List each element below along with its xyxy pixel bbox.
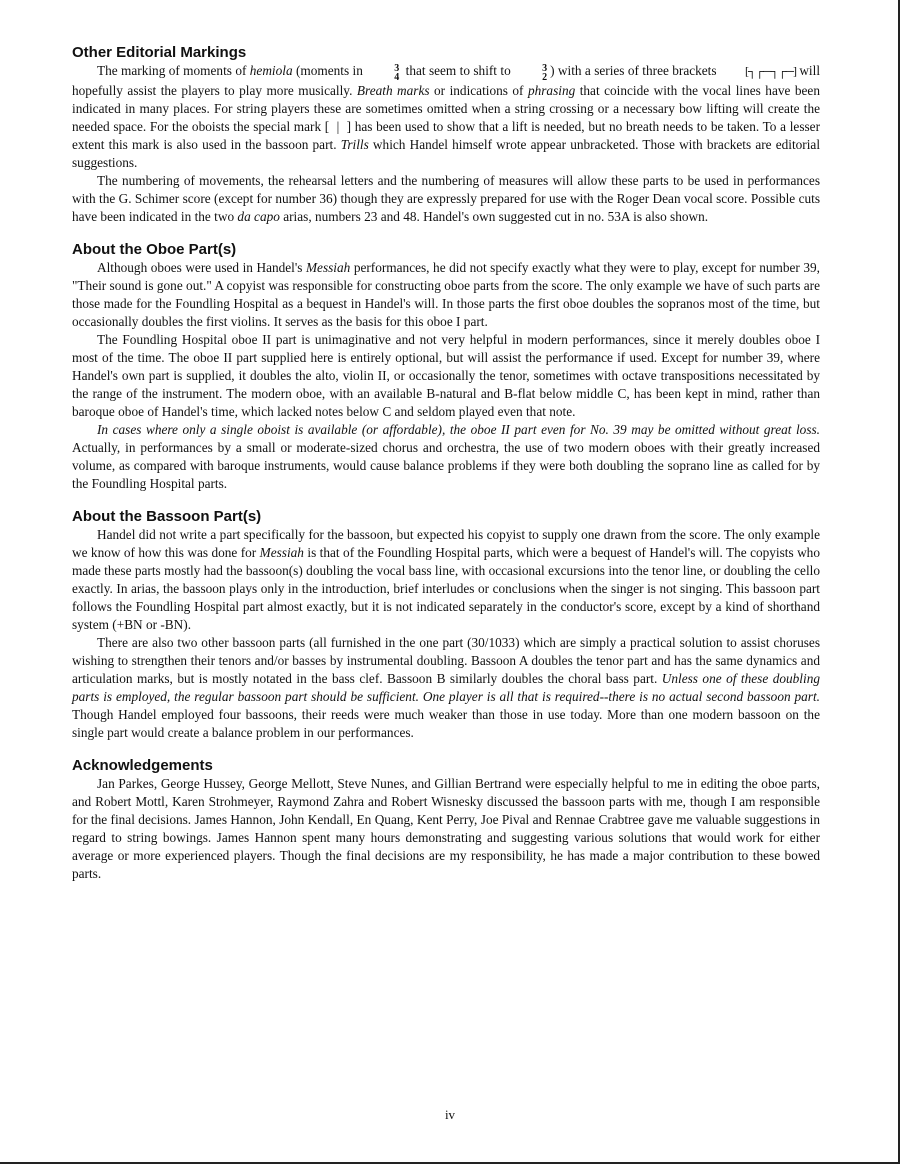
text-run: or indications of — [429, 83, 528, 98]
text-run: Handel did not write a part specifically for the bassoon, but expected his copyist to supply one drawn from the score. The only example we know of how this was done for — [72, 527, 820, 560]
paragraph — [72, 62, 820, 172]
section-heading: About the Oboe Part(s) — [72, 241, 237, 258]
time-signature-denominator: 4 — [394, 72, 400, 83]
section-oboe-parts — [72, 241, 820, 493]
text-run: which Handel himself wrote appear unbracketed. Those with brackets are editorial suggestions. — [72, 137, 821, 170]
text-run: (moments in — [292, 63, 367, 78]
text-run: There are also two other bassoon parts (all furnished in the one part (30/1033) which are simply a practical solution to assist choruses wishing to strengthen their tenors and/or basses by instrumental doubling. Bassoon A doubles the tenor part and has the same dynamics and articulation marks, but is mostly notated in the bass clef. Bassoon B similarly doubles the choral bass part. — [72, 635, 820, 686]
section-acknowledgements — [72, 757, 820, 883]
italic-run: hemiola — [249, 63, 293, 78]
text-run: Jan Parkes, George Hussey, George Mellott, Steve Nunes, and Gillian Bertrand were especially helpful to me in editing the oboe parts, and Robert Mottl, Karen Strohmeyer, Raymond Zahra and Robert Wisnesky discussed the bassoon parts with me, though I am responsible for the final decisions. James Hannon, John Kendall, En Quang, Kent Perry, Joe Pival and Rennae Crabtree gave me valuable suggestions in regard to string bowings. James Hannon spent many hours demonstrating and suggesting various solutions that would work for either average or more experienced players. Though the final decisions are my responsibility, he has made a major contribution to these bowed parts. — [72, 776, 820, 881]
italic-run: Messiah — [259, 545, 304, 560]
document-page — [72, 44, 820, 898]
time-signature-numerator: 3 — [542, 63, 548, 74]
text-run: will hopefully assist the players to play more musically. — [72, 63, 821, 98]
text-run: that coincide with the vocal lines have been indicated in many places. For string players these are sometimes omitted when a string crossing or a necessary bow lifting will create the needed space. For the oboists the special mark [ | ] has been used to show that a lift is needed, but no breath needs to be taken. To a lesser extent this mark is also used in the bassoon part. — [72, 83, 820, 152]
text-run: that seem to shift to — [402, 63, 515, 78]
time-signature-denominator: 2 — [542, 72, 548, 83]
italic-run: Unless one of these doubling parts is employed, the regular bassoon part should be sufficient. One player is all that is required--there is no actual second bassoon part. — [72, 671, 820, 704]
italic-run: Trills — [340, 137, 369, 152]
italic-run: In cases where only a single oboist is available (or affordable), the oboe II part even for No. 39 may be omitted without great loss. — [97, 422, 820, 437]
italic-run: da capo — [237, 209, 280, 224]
text-run: is that of the Foundling Hospital parts, which were a bequest of Handel's will. The copyists who made these parts mostly had the bassoon(s) doubling the vocal bass line, with occasional excursions into the tenor line, or doubling the cello exactly. In arias, the bassoon plays only in the introduction, brief interludes or conclusions when the singer is not singing. This bassoon part follows the Foundling Hospital part almost exactly, but it is not indicated separately in the conductor's score, except by a kind of shorthand system (+BN or -BN). — [72, 545, 820, 632]
hemiola-brackets-symbol: [┐┌─┐┌─] — [744, 64, 796, 78]
paragraph — [72, 331, 820, 421]
paragraph — [72, 172, 820, 226]
section-bassoon-parts — [72, 508, 820, 742]
text-run: The Foundling Hospital oboe II part is unimaginative and not very helpful in modern performances, since it merely doubles oboe I most of the time. The oboe II part supplied here is entirely optional, but will assist the performance if used. Except for number 39, where Handel's own part is supplied, it doubles the alto, violin II, or occasionally the tenor, sometimes with octave transpositions necessitated by the range of the instrument. The modern oboe, with an available B-natural and B-flat below middle C, has been kept in mind, rather than baroque oboe of Handel's time, which lacked notes below C and seldom played even that note. — [72, 332, 820, 419]
italic-run: Breath marks — [356, 83, 430, 98]
text-run: Actually, in performances by a small or moderate-sized chorus and orchestra, the use of two modern oboes with their greatly increased volume, as compared with baroque instruments, would cause balance problems if they were both doubling the soprano line as called for by the Foundling Hospital parts. — [72, 440, 820, 491]
section-editorial-markings — [72, 44, 820, 226]
paragraph — [72, 421, 820, 493]
time-signature-3-2 — [517, 64, 547, 82]
text-run: The numbering of movements, the rehearsal letters and the numbering of measures will allow these parts to be used in performances with the G. Schimer score (except for number 36) though they are expressly prepared for use with the Roger Dean vocal score. Possible cuts have been indicated in the two — [72, 173, 820, 224]
italic-run: Messiah — [305, 260, 351, 275]
section-heading: About the Bassoon Part(s) — [72, 508, 262, 525]
text-run: Though Handel employed four bassoons, their reeds were much weaker than those in use today. More than one modern bassoon on the single part would create a balance problem in our performances. — [72, 707, 820, 740]
text-run: ) with a series of three brackets — [550, 63, 720, 78]
italic-run: phrasing — [527, 83, 576, 98]
paragraph — [72, 526, 820, 634]
paragraph — [72, 775, 820, 883]
text-run: performances, he did not specify exactly what they were to play, except for number 39, "Their sound is gone out." A copyist was responsible for constructing oboe parts from the score. The only example we have of such parts are those made for the Foundling Hospital as a bequest in Handel's will. In those parts the first oboe doubles the sopranos most of the time, but occasionally doubles the first violins. It serves as the basis for this oboe I part. — [72, 260, 820, 329]
time-signature-numerator: 3 — [394, 63, 400, 74]
section-heading: Other Editorial Markings — [72, 44, 247, 61]
page-number: iv — [444, 1107, 456, 1122]
paragraph — [72, 259, 820, 331]
text-run: The marking of moments of — [97, 63, 250, 78]
text-run: Although oboes were used in Handel's — [97, 260, 306, 275]
paragraph — [72, 634, 820, 742]
text-run: arias, numbers 23 and 48. Handel's own suggested cut in no. 53A is also shown. — [279, 209, 709, 224]
section-heading: Acknowledgements — [72, 757, 213, 774]
time-signature-3-4 — [369, 64, 399, 82]
